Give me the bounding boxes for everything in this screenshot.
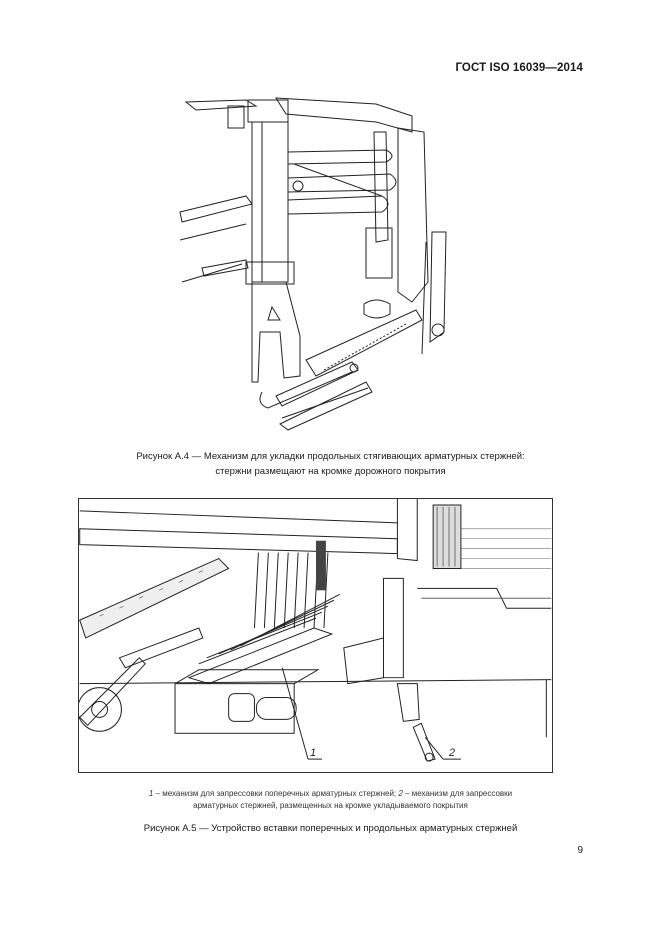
figure-a5-legend xyxy=(60,788,601,812)
standard-header: ГОСТ ISO 16039—2014 xyxy=(455,62,583,74)
legend-item-2-text: – механизм для запрессовки xyxy=(402,789,513,798)
figure-a5-caption: Рисунок А.5 — Устройство вставки поперечных и продольных арматурных стержней xyxy=(143,823,518,834)
figure-a5-drawing xyxy=(78,498,553,773)
page-number: 9 xyxy=(577,845,583,856)
figure-a4-drawing xyxy=(176,92,462,432)
figure-a4-caption-line1: Рисунок А.4 — Механизм для укладки продольных стягивающих арматурных стержней: xyxy=(136,451,525,462)
legend-item-1-text: – механизм для запрессовки поперечных арматурных стержней; xyxy=(153,789,399,798)
callout-2-label: 2 xyxy=(449,747,456,760)
legend-item-1-number: 1 xyxy=(148,789,154,798)
figure-a4-caption-line2: стержни размещают на кромке дорожного покрытия xyxy=(215,466,446,477)
legend-item-2-number: 2 xyxy=(398,789,403,798)
callout-1-label: 1 xyxy=(310,747,317,760)
legend-line1 xyxy=(60,788,601,800)
legend-line2: арматурных стержней, размещенных на кромке укладываемого покрытия xyxy=(193,801,468,810)
